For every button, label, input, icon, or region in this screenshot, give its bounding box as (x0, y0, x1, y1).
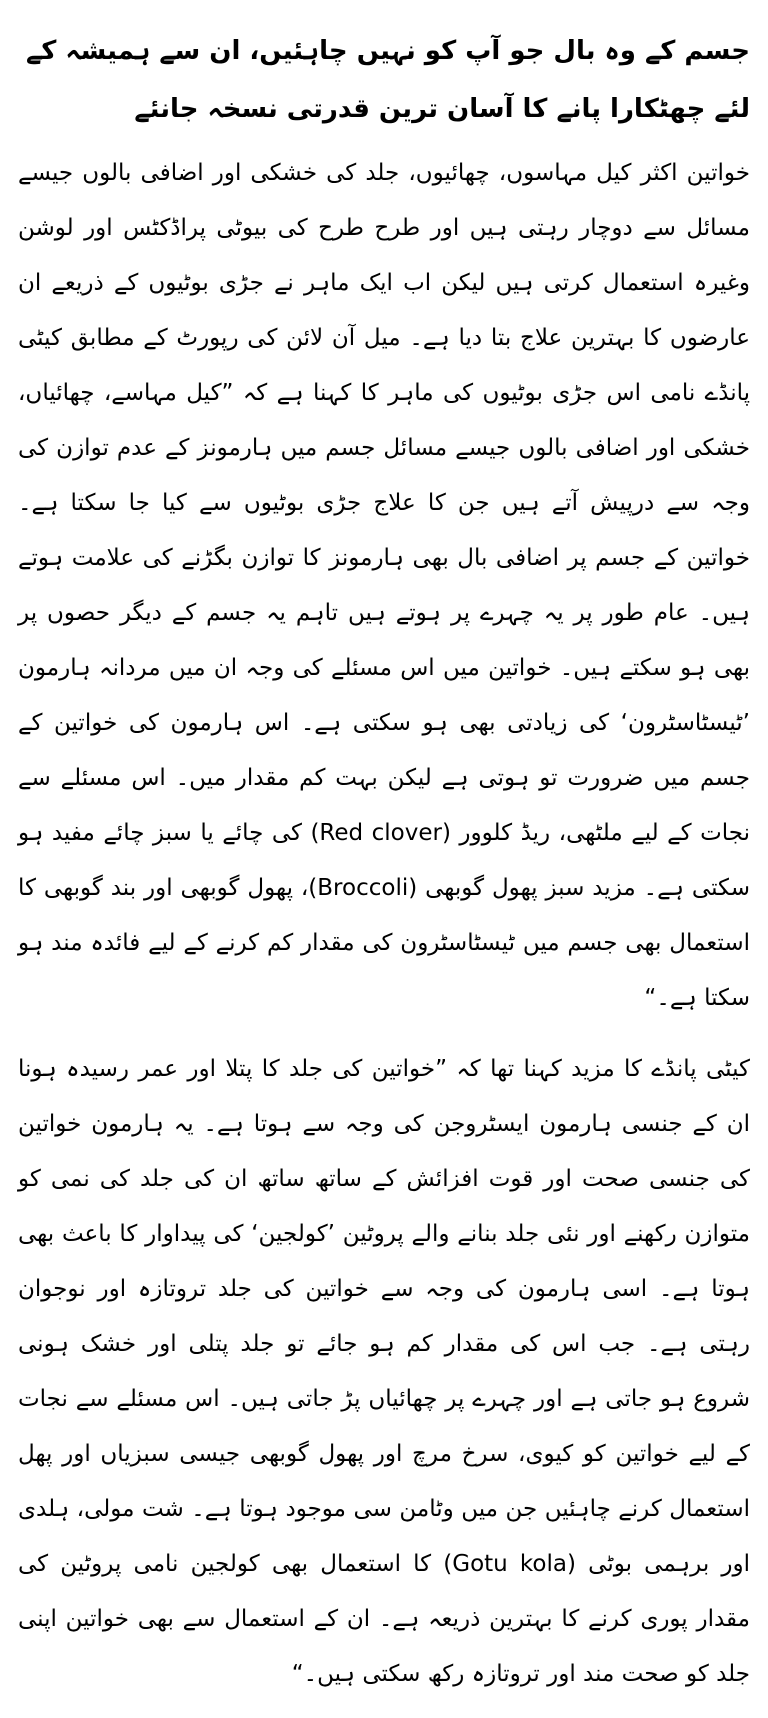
article (18, 22, 750, 1718)
article-title: جسم کے وہ بال جو آپ کو نہیں چاہئیں، ان سے ہمیشہ کے لئے چھٹکارا پانے کا آسان ترین قدرتی نسخہ جانئے (25, 36, 750, 124)
article-paragraph-2: کیٹی پانڈے کا مزید کہنا تھا کہ ”خواتین کی جلد کا پتلا اور عمر رسیدہ ہونا ان کے جنسی ہارمون ایسٹروجن کی وجہ سے ہوتا ہے۔ یہ ہارمون خواتین کی جنسی صحت اور قوت افزائش کے ساتھ ساتھ ان کی جلد کی نمی کو متوازن رکھنے اور نئی جلد بنانے والے پروٹین ’کولجین‘ کی پیداوار کا باعث بھی ہوتا ہے۔ اسی ہارمون کی وجہ سے خواتین کی جلد تروتازہ اور نوجوان رہتی ہے۔ جب اس کی مقدار کم ہو جائے تو جلد پتلی اور خشک ہونی شروع ہو جاتی ہے اور چہرے پر چھائیاں پڑ جاتی ہیں۔ اس مسئلے سے نجات کے لیے خواتین کو کیوی، سرخ مرچ اور پھول گوبھی جیسی سبزیاں اور پھل استعمال کرنے چاہئیں جن میں وٹامن سی موجود ہوتا ہے۔ شت مولی، ہلدی اور برہمی بوٹی (Gotu kola) کا استعمال بھی کولجین نامی پروٹین کی مقدار پوری کرنے کا بہترین ذریعہ ہے۔ ان کے استعمال سے بھی خواتین اپنی جلد کو صحت مند اور تروتازہ رکھ سکتی ہیں۔“ (18, 1056, 751, 1687)
article-paragraph-1: خواتین اکثر کیل مہاسوں، چھائیوں، جلد کی خشکی اور اضافی بالوں جیسے مسائل سے دوچار رہتی ہیں اور طرح طرح کی بیوٹی پراڈکٹس اور لوشن وغیرہ استعمال کرتی ہیں لیکن اب ایک ماہر نے جڑی بوٹیوں کے ذریعے ان عارضوں کا بہترین علاج بتا دیا ہے۔ میل آن لائن کی رپورٹ کے مطابق کیٹی پانڈے نامی اس جڑی بوٹیوں کی ماہر کا کہنا ہے کہ ”کیل مہاسے، چھائیاں، خشکی اور اضافی بالوں جیسے مسائل جسم میں ہارمونز کے عدم توازن کی وجہ سے درپیش آتے ہیں جن کا علاج جڑی بوٹیوں سے کیا جا سکتا ہے۔ خواتین کے جسم پر اضافی بال بھی ہارمونز کا توازن بگڑنے کی علامت ہوتے ہیں۔ عام طور پر یہ چہرے پر ہوتے ہیں تاہم یہ جسم کے دیگر حصوں پر بھی ہو سکتے ہیں۔ خواتین میں اس مسئلے کی وجہ ان میں مردانہ ہارمون ’ٹیسٹاسٹرون‘ کی زیادتی بھی ہو سکتی ہے۔ اس ہارمون کی خواتین کے جسم میں ضرورت تو ہوتی ہے لیکن بہت کم مقدار میں۔ اس مسئلے سے نجات کے لیے ملٹھی، ریڈ کلوور (Red clover) کی چائے یا سبز چائے مفید ہو سکتی ہے۔ مزید سبز پھول گوبھی (Broccoli)، پھول گوبھی اور بند گوبھی کا استعمال بھی جسم میں ٹیسٹاسٹرون کی مقدار کم کرنے کے لیے فائدہ مند ہو سکتا ہے۔“ (18, 160, 750, 1011)
